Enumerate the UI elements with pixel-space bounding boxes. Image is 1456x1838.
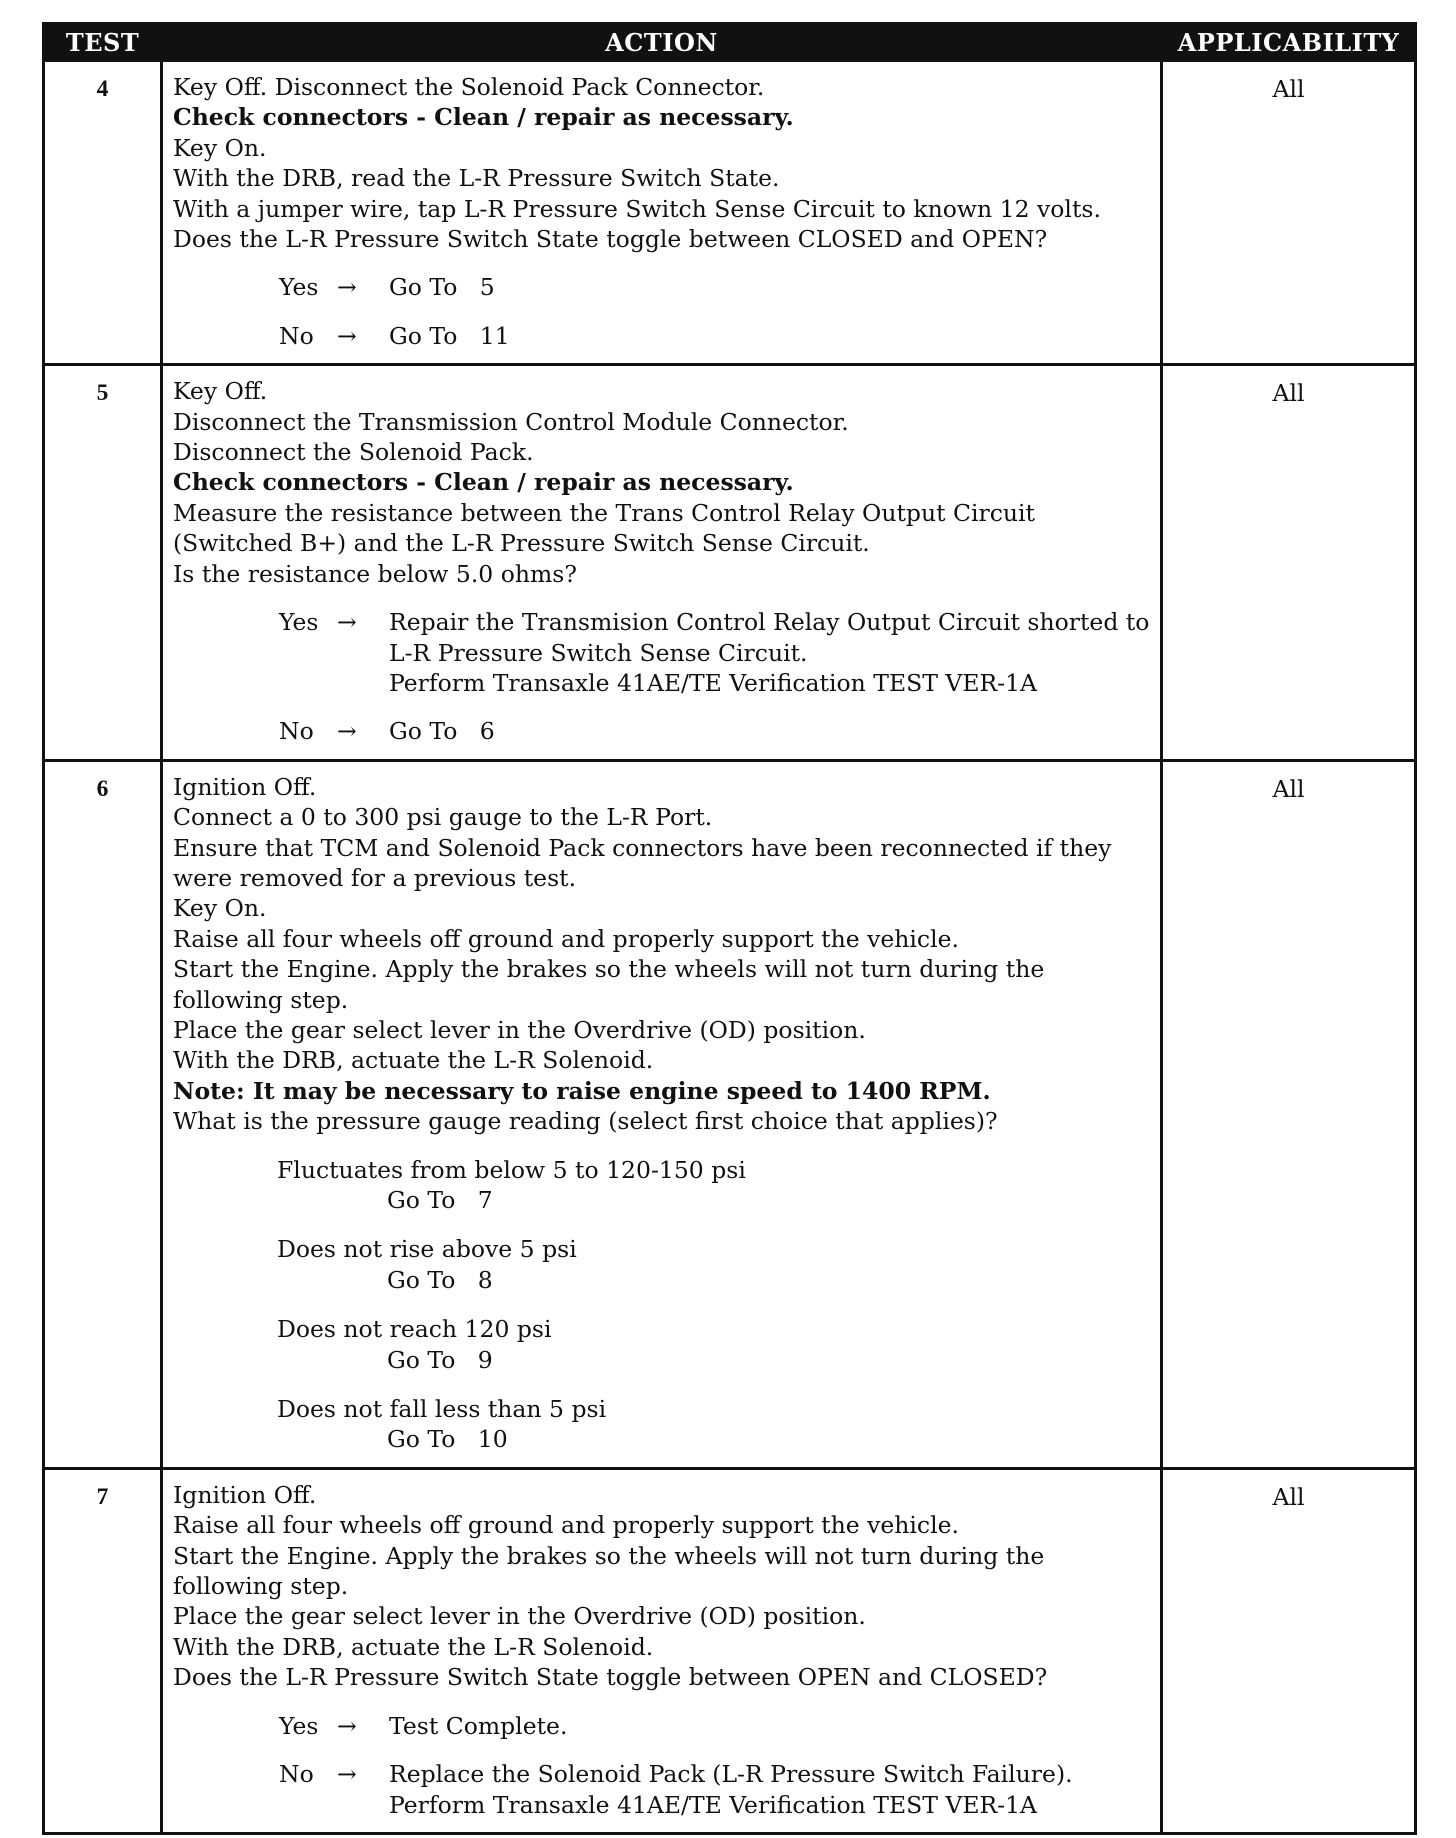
action-line: Place the gear select lever in the Overdrive (OD) position.: [173, 1015, 866, 1044]
action-line: Start the Engine. Apply the brakes so the wheels will not turn during the following step.: [173, 955, 1045, 1014]
table-row: [44, 365, 1416, 760]
action-line: Ensure that TCM and Solenoid Pack connectors have been reconnected if they were removed for a previous test.: [173, 833, 1112, 892]
answer-result: [389, 1759, 1154, 1820]
answer-label: No: [279, 321, 314, 350]
action-line: Ignition Off.: [173, 1480, 317, 1509]
action-cell: [162, 1468, 1162, 1833]
answer-result: [389, 716, 1154, 746]
action-line-emphasis: Check connectors - Clean / repair as necessary.: [173, 103, 794, 132]
answer-yes: [173, 272, 1154, 302]
action-line: With the DRB, actuate the L-R Solenoid.: [173, 1632, 654, 1661]
answer-label: Yes: [279, 1711, 319, 1740]
action-question: Does the L-R Pressure Switch State toggle between CLOSED and OPEN?: [173, 225, 1048, 254]
header-test: TEST: [44, 24, 162, 61]
applicability-value: All: [1162, 365, 1416, 760]
action-cell: [162, 760, 1162, 1468]
result-line: Go To 11: [389, 321, 510, 350]
choice-option: [173, 1314, 1154, 1375]
applicability-value: All: [1162, 760, 1416, 1468]
answer-no: [173, 1759, 1154, 1820]
action-line: Connect a 0 to 300 psi gauge to the L-R Port.: [173, 803, 713, 832]
answer-label: No: [279, 1760, 314, 1789]
table-row: [44, 1468, 1416, 1833]
arrow-icon: →: [337, 717, 357, 746]
action-cell: [162, 365, 1162, 760]
diagnostic-test-table: [42, 22, 1417, 1835]
choice-label: Does not reach 120 psi: [277, 1315, 552, 1344]
result-line: Perform Transaxle 41AE/TE Verification TEST VER-1A: [389, 1790, 1038, 1819]
action-line: Measure the resistance between the Trans Control Relay Output Circuit (Switched B+) and the L-R Pressure Switch Sense Circuit.: [173, 498, 1035, 558]
answer-result: [389, 321, 1154, 351]
answer-result: [389, 607, 1154, 698]
answer-result: [389, 1711, 1154, 1741]
action-line: Raise all four wheels off ground and properly support the vehicle.: [173, 924, 959, 953]
action-line: Key On.: [173, 894, 267, 923]
arrow-icon: →: [337, 1711, 357, 1740]
choice-goto: Go To 8: [387, 1265, 493, 1294]
result-line: Perform Transaxle 41AE/TE Verification TEST VER-1A: [389, 668, 1038, 697]
choice-option: [173, 1394, 1154, 1455]
arrow-icon: →: [337, 321, 357, 350]
action-line: Disconnect the Solenoid Pack.: [173, 438, 534, 467]
answer-label: No: [279, 717, 314, 746]
choice-label: Does not rise above 5 psi: [277, 1235, 577, 1264]
action-line: With the DRB, read the L-R Pressure Switch State.: [173, 164, 780, 193]
answer-yes: [173, 607, 1154, 698]
result-line: Repair the Transmision Control Relay Output Circuit shorted to L-R Pressure Switch Sense Circuit.: [389, 608, 1150, 667]
answer-yes: [173, 1711, 1154, 1741]
table-row: [44, 61, 1416, 365]
header-action: ACTION: [162, 24, 1162, 61]
result-line: Go To 5: [389, 273, 495, 302]
choice-option: [173, 1155, 1154, 1216]
action-line: Key Off. Disconnect the Solenoid Pack Connector.: [173, 73, 765, 101]
arrow-icon: →: [337, 608, 357, 637]
choice-option: [173, 1234, 1154, 1295]
test-number: 5: [44, 365, 162, 760]
test-number: 7: [44, 1468, 162, 1833]
applicability-value: All: [1162, 1468, 1416, 1833]
action-question: Is the resistance below 5.0 ohms?: [173, 559, 577, 588]
action-line: Key Off.: [173, 377, 268, 406]
choice-goto: Go To 10: [387, 1425, 508, 1454]
arrow-icon: →: [337, 1760, 357, 1789]
action-line: With a jumper wire, tap L-R Pressure Switch Sense Circuit to known 12 volts.: [173, 194, 1101, 223]
test-number: 4: [44, 61, 162, 365]
action-line: Raise all four wheels off ground and properly support the vehicle.: [173, 1511, 959, 1540]
action-line: Key On.: [173, 133, 267, 162]
action-line-emphasis: Check connectors - Clean / repair as necessary.: [173, 468, 794, 497]
choice-goto: Go To 7: [387, 1186, 493, 1214]
arrow-icon: →: [337, 273, 357, 302]
header-applicability: APPLICABILITY: [1162, 24, 1416, 61]
answer-no: [173, 321, 1154, 351]
action-line: Start the Engine. Apply the brakes so the wheels will not turn during the following step.: [173, 1541, 1045, 1601]
answer-no: [173, 716, 1154, 746]
action-line: Place the gear select lever in the Overdrive (OD) position.: [173, 1602, 866, 1631]
choice-goto: Go To 9: [387, 1345, 493, 1374]
result-line: Test Complete.: [389, 1711, 568, 1740]
answer-label: Yes: [279, 273, 319, 302]
choice-label: Does not fall less than 5 psi: [277, 1395, 607, 1424]
answer-label: Yes: [279, 608, 319, 637]
action-question: What is the pressure gauge reading (select first choice that applies)?: [173, 1107, 998, 1136]
action-line: With the DRB, actuate the L-R Solenoid.: [173, 1046, 654, 1075]
answer-result: [389, 272, 1154, 302]
test-number: 6: [44, 760, 162, 1468]
note-line: Note: It may be necessary to raise engine speed to 1400 RPM.: [173, 1076, 991, 1105]
action-question: Does the L-R Pressure Switch State toggle between OPEN and CLOSED?: [173, 1663, 1048, 1692]
action-line: Ignition Off.: [173, 772, 317, 801]
result-line: Go To 6: [389, 717, 495, 746]
action-line: Disconnect the Transmission Control Module Connector.: [173, 407, 849, 436]
action-cell: [162, 61, 1162, 365]
applicability-value: All: [1162, 61, 1416, 365]
result-line: Replace the Solenoid Pack (L-R Pressure Switch Failure).: [389, 1760, 1073, 1789]
table-row: [44, 760, 1416, 1468]
table-header-row: [44, 24, 1416, 61]
choice-label: Fluctuates from below 5 to 120-150 psi: [277, 1155, 746, 1184]
